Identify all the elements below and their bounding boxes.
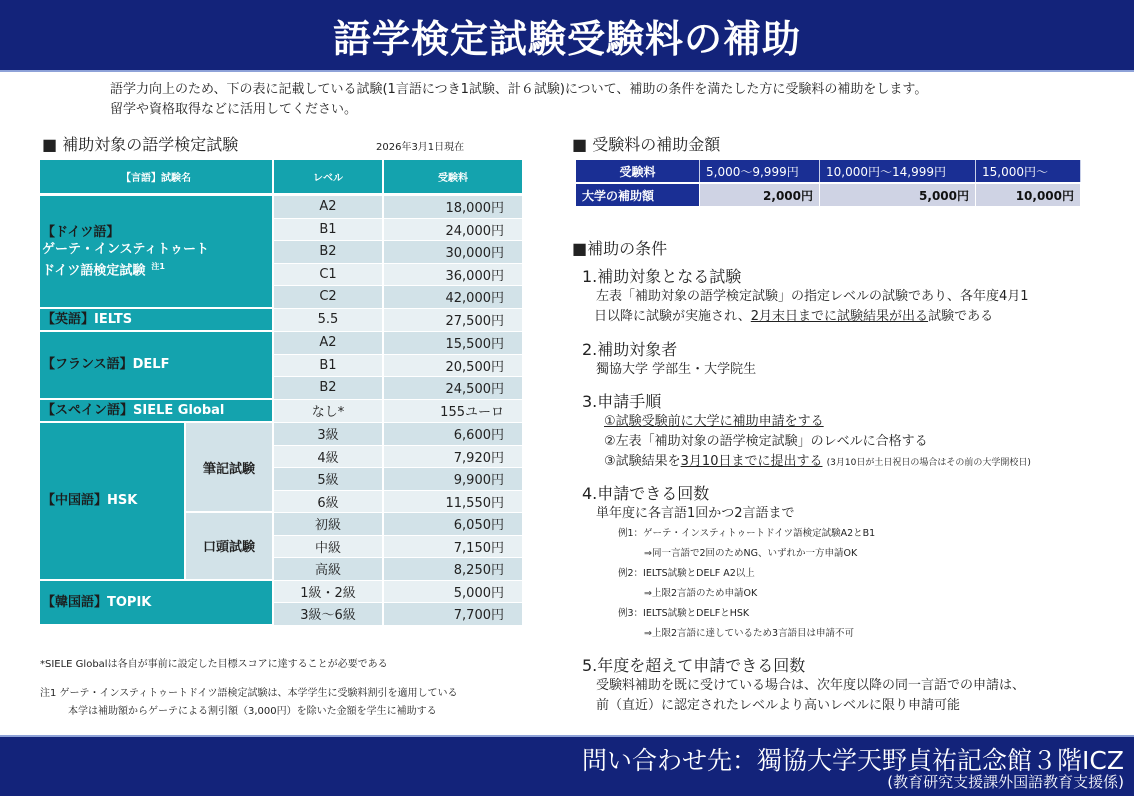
condition-body: 前（直近）に認定されたレベルより高いレベルに限り申請可能	[596, 698, 961, 713]
condition-title: 2.補助対象者	[582, 340, 678, 359]
fee-cell: 7,700円	[384, 603, 522, 626]
example-3-result: ⇒上限2言語に達しているため3言語目は申請不可	[644, 628, 855, 639]
fee-cell: 15,500円	[384, 332, 522, 355]
page-title: 語学検定試験受験料の補助	[332, 16, 801, 61]
col-header-exam: 【言語】試験名	[40, 160, 274, 196]
table-row	[40, 309, 522, 333]
condition-1	[582, 267, 1029, 327]
fee-cell: 7,920円	[384, 446, 522, 469]
intro-line-1: 語学力向上のため、下の表に記載している試験(1言語につき1試験、計６試験)について、補助の条件を満たした方に受験料の補助をします。	[110, 82, 928, 97]
page-header	[0, 0, 1134, 72]
exam-section-title: ■ 補助対象の語学検定試験	[42, 135, 239, 154]
exam-table-header	[40, 160, 522, 196]
subsidy-table	[576, 160, 1081, 206]
condition-body: 単年度に各言語1回かつ2言語まで	[596, 506, 795, 521]
fee-cell: 6,050円	[384, 513, 522, 536]
level-cell: C2	[274, 286, 384, 309]
level-cell: B1	[274, 219, 384, 242]
lang-cell-german: 【ドイツ語】 ゲーテ・インスティトゥート ドイツ語検定試験 $^{注1}$	[40, 196, 274, 309]
level-cell: B2	[274, 241, 384, 264]
table-row	[40, 400, 522, 424]
level-cell: 5.5	[274, 309, 384, 333]
fee-cell: 42,000円	[384, 286, 522, 309]
lang-cell-korean: 【韓国語】TOPIK	[40, 581, 274, 626]
condition-title: 4.申請できる回数	[582, 484, 710, 503]
example-2: 例2：IELTS試験とDELF A2以上	[618, 568, 755, 579]
table-row	[40, 581, 522, 604]
fee-cell: 24,500円	[384, 377, 522, 400]
fee-cell: 6,600円	[384, 423, 522, 446]
fee-cell: 27,500円	[384, 309, 522, 333]
condition-title: 1.補助対象となる試験	[582, 267, 742, 286]
subgroup-oral: 口頭試験	[186, 513, 274, 581]
fee-cell: 18,000円	[384, 196, 522, 219]
range-cell: 5,000～9,999円	[700, 160, 820, 182]
level-cell: 5級	[274, 468, 384, 491]
range-cell: 15,000円～	[976, 160, 1081, 182]
amount-cell: 10,000円	[976, 182, 1081, 206]
subgroup-written: 筆記試験	[186, 423, 274, 513]
level-cell: A2	[274, 196, 384, 219]
level-cell: 3級～6級	[274, 603, 384, 626]
level-cell: なし*	[274, 400, 384, 424]
range-cell: 10,000円～14,999円	[820, 160, 976, 182]
intro-text	[110, 80, 927, 120]
fee-cell: 155ユーロ	[384, 400, 522, 424]
footnote-star: *SIELE Globalは各自が事前に設定した目標スコアに達することが必要である	[40, 659, 388, 670]
condition-body: 獨協大学 学部生・大学院生	[596, 362, 757, 377]
condition-5	[582, 656, 1025, 716]
condition-2	[582, 340, 756, 380]
subsidy-fee-row	[576, 160, 1081, 182]
footnote-1-line-2: 本学は補助額からゲーテによる割引額（3,000円）を除いた金額を学生に補助する	[68, 706, 437, 717]
contact-info: 問い合わせ先：獨協大学天野貞祐記念館３階ICZ	[582, 746, 1124, 775]
lang-cell-chinese: 【中国語】HSK	[40, 423, 186, 581]
level-cell: 1級・2級	[274, 581, 384, 604]
step-1: ①試験受験前に大学に補助申請をする	[604, 414, 824, 429]
col-header-level: レベル	[274, 160, 384, 196]
condition-body: 受験料補助を既に受けている場合は、次年度以降の同一言語での申請は、	[596, 678, 1026, 693]
step-2: ②左表「補助対象の語学検定試験」のレベルに合格する	[604, 434, 928, 449]
level-cell: B2	[274, 377, 384, 400]
exam-table	[40, 160, 522, 626]
level-cell: 3級	[274, 423, 384, 446]
level-cell: C1	[274, 264, 384, 287]
contact-department: (教育研究支援課外国語教育支援係)	[887, 773, 1124, 791]
fee-cell: 30,000円	[384, 241, 522, 264]
level-cell: 高級	[274, 558, 384, 581]
note-marker: 注1	[151, 261, 165, 271]
amount-cell: 2,000円	[700, 182, 820, 206]
fee-cell: 7,150円	[384, 536, 522, 559]
example-2-result: ⇒上限2言語のため申請OK	[644, 588, 758, 599]
lang-cell-french: 【フランス語】DELF	[40, 332, 274, 400]
fee-cell: 5,000円	[384, 581, 522, 604]
table-row	[40, 196, 522, 219]
example-1-result: ⇒同一言語で2回のためNG、いずれか一方申請OK	[644, 548, 858, 559]
condition-title: 3.申請手順	[582, 392, 662, 411]
condition-title: 5.年度を超えて申請できる回数	[582, 656, 806, 675]
underlined-text: 2月末日までに試験結果が出る	[750, 309, 929, 324]
lang-cell-spanish: 【スペイン語】SIELE Global	[40, 400, 274, 424]
footnote-1-line-1: 注1 ゲーテ・インスティトゥートドイツ語検定試験は、本学学生に受験料割引を適用している	[40, 688, 458, 699]
example-3: 例3：IELTS試験とDELFとHSK	[618, 608, 750, 619]
subsidy-amount-row	[576, 182, 1081, 206]
row-header-amount: 大学の補助額	[576, 182, 700, 206]
subsidy-section-title: ■ 受験料の補助金額	[572, 135, 721, 154]
level-cell: 4級	[274, 446, 384, 469]
condition-4	[582, 484, 875, 644]
table-row	[40, 332, 522, 355]
fee-cell: 11,550円	[384, 491, 522, 514]
level-cell: 初級	[274, 513, 384, 536]
as-of-date: 2026年3月1日現在	[376, 142, 465, 153]
condition-body: 左表「補助対象の語学検定試験」の指定レベルの試験であり、各年度4月1	[596, 289, 1029, 304]
col-header-fee: 受験料	[384, 160, 522, 196]
level-cell: B1	[274, 355, 384, 378]
fee-cell: 20,500円	[384, 355, 522, 378]
fee-cell: 9,900円	[384, 468, 522, 491]
amount-cell: 5,000円	[820, 182, 976, 206]
page-footer	[0, 735, 1134, 796]
example-1: 例1：ゲーテ・インスティトゥートドイツ語検定試験A2とB1	[618, 528, 876, 539]
condition-3	[582, 392, 1031, 473]
level-cell: 中級	[274, 536, 384, 559]
fee-cell: 24,000円	[384, 219, 522, 242]
fee-cell: 36,000円	[384, 264, 522, 287]
step-3: ③試験結果を3月10日までに提出する (3月10日が土日祝日の場合はその前の大学開校日)	[604, 454, 1031, 469]
fee-cell: 8,250円	[384, 558, 522, 581]
row-header-fee: 受験料	[576, 160, 700, 182]
level-cell: A2	[274, 332, 384, 355]
table-row	[40, 423, 522, 446]
level-cell: 6級	[274, 491, 384, 514]
condition-body: 日以降に試験が実施され、2月末日までに試験結果が出る試験である	[594, 309, 994, 324]
intro-line-2: 留学や資格取得などに活用してください。	[110, 102, 358, 117]
conditions-section-title: ■補助の条件	[572, 239, 668, 258]
lang-cell-english: 【英語】IELTS	[40, 309, 274, 333]
